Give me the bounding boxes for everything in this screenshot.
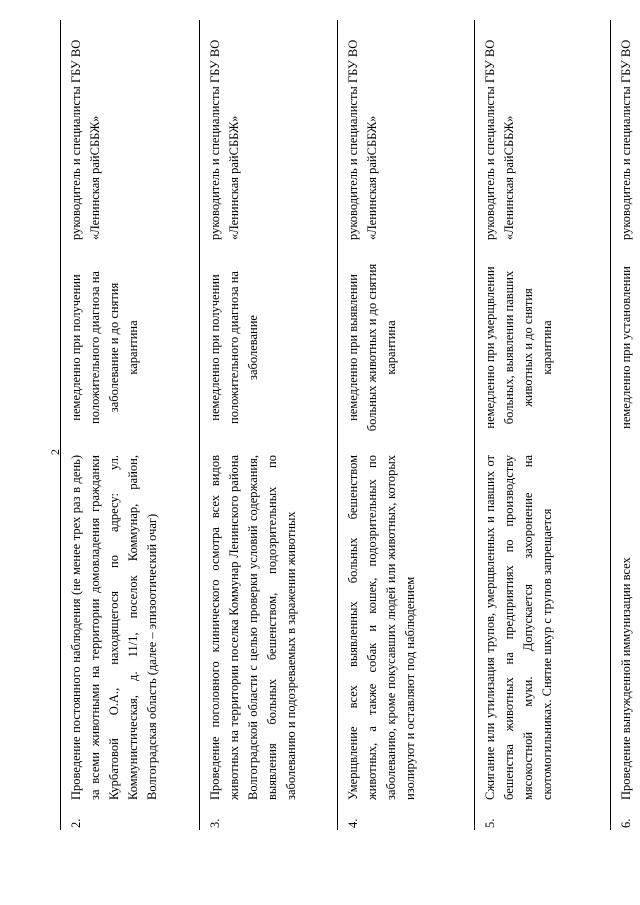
measure-description: Проведение поголовного клинического осмотра всех видов животных на территории поселка Коммунар Ленинского района Волгоградской области с целью проверки условий содержания, выявления больных бешенством, подозрительных по заболеванию и подозреваемых в заражении животных (208, 455, 298, 800)
measure-description: Проведение постоянного наблюдения (не менее трех раз в день) за всеми животными на территории домовладения гражданки Курбатовой О.А., находящегося по адресу: ул. Коммунистическая, д. 11/1, поселок Коммунар, район, Волгоградская область (далее – эпизоотический очаг) (69, 455, 159, 800)
measure-term: немедленно при получении положительного диагноза на заболевание (208, 271, 260, 424)
table-row (610, 20, 640, 830)
table-row (474, 20, 605, 830)
row-number: 2. (69, 818, 83, 828)
measure-term: немедленно при установлении (619, 266, 633, 429)
measure-responsible: руководитель и специалисты ГБУ ВО «Ленинская райСББЖ» (208, 39, 241, 240)
measure-responsible: руководитель и специалисты ГБУ ВО «Ленинская райСББЖ» (69, 39, 102, 240)
measure-description: Умерщвление всех выявленных больных бешенством животных, а также собак и кошек, подозрительных по заболеванию, кроме покусавших людей или животных, которых изолируют и оставляют под наблюдением (346, 455, 417, 800)
page-number: 2 (48, 449, 62, 455)
row-number: 4. (346, 818, 360, 828)
measures-table (60, 20, 640, 830)
measure-responsible: руководитель и специалисты ГБУ ВО «Ленинская райСББЖ» (483, 39, 516, 240)
measure-term: немедленно при умерщвлении больных, выявлении павших животных и до снятия карантина (483, 266, 554, 429)
row-number: 3. (208, 818, 222, 828)
row-number: 5. (483, 818, 497, 828)
measure-description: Сжигание или утилизация трупов, умерщвленных и павших от бешенства животных на предприятиях по производству мясокостной муки. Допускается захоронение на скотомогильниках. Снятие шкур с трупов запрещается (483, 455, 554, 800)
table-row (199, 20, 330, 830)
row-number: 6. (619, 818, 633, 828)
measure-responsible: руководитель и специалисты ГБУ ВО (619, 39, 633, 240)
table-row (337, 20, 468, 830)
measure-term: немедленно при получении положительного диагноза на заболевание и до снятия карантина (69, 271, 140, 424)
table-row (60, 20, 191, 830)
measure-responsible: руководитель и специалисты ГБУ ВО «Ленинская райСББЖ» (346, 39, 379, 240)
measure-term: немедленно при выявлении больных животных и до снятия карантина (346, 263, 398, 432)
measure-description: Проведение вынужденной иммунизации всех (619, 557, 633, 800)
